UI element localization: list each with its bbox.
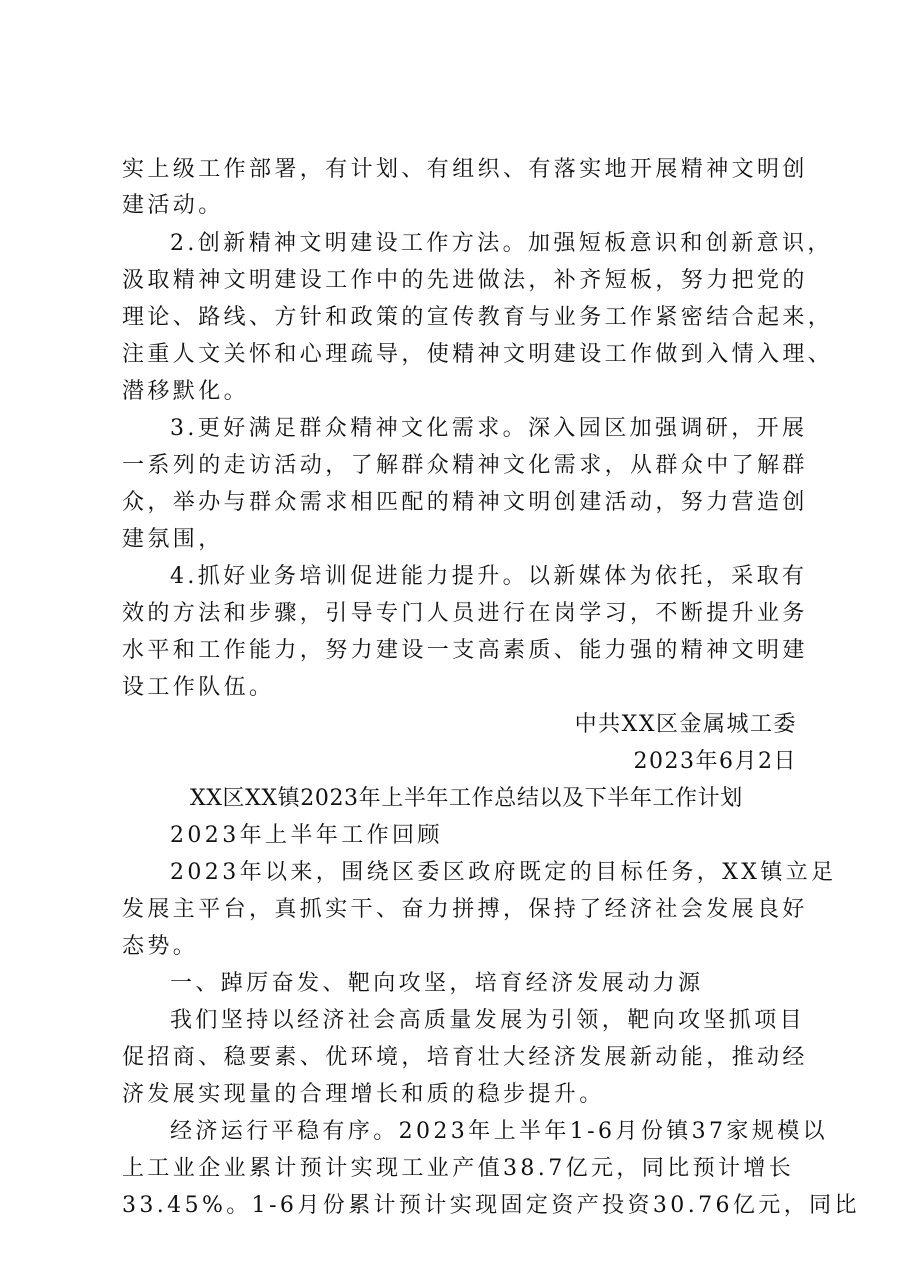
subsection-heading: 一、踔厉奋发、靶向攻坚，培育经济发展动力源 — [170, 971, 704, 996]
body-text-line: 潜移默化。 — [122, 379, 250, 404]
body-text-line: 上工业企业累计预计实现工业产值38.7亿元，同比预计增长 — [122, 1156, 795, 1181]
signature-organization: 中共XX区金属城工委 — [574, 712, 797, 737]
body-text-line: 经济运行平稳有序。2023年上半年1-6月份镇37家规模以 — [170, 1119, 829, 1144]
body-text-line: 2.创新精神文明建设工作方法。加强短板意识和创新意识， — [170, 231, 833, 256]
body-text-line: 33.45%。1-6月份累计预计实现固定资产投资30.76亿元，同比 — [122, 1193, 860, 1218]
body-text-line: 注重人文关怀和心理疏导，使精神文明建设工作做到入情入理、 — [122, 342, 834, 367]
body-text-line: 建氛围， — [122, 527, 224, 552]
body-text-line: 水平和工作能力，努力建设一支高素质、能力强的精神文明建 — [122, 638, 808, 663]
body-text-line: 我们坚持以经济社会高质量发展为引领，靶向攻坚抓项目 — [170, 1008, 806, 1033]
signature-date: 2023年6月2日 — [633, 749, 797, 774]
body-text-line: 一系列的走访活动，了解群众精神文化需求，从群众中了解群 — [122, 453, 808, 478]
body-text-line: 3.更好满足群众精神文化需求。深入园区加强调研，开展 — [170, 416, 808, 441]
body-text-line: 发展主平台，真抓实干、奋力拼搏，保持了经济社会发展良好 — [122, 897, 808, 922]
body-text-line: 理论、路线、方针和政策的宣传教育与业务工作紧密结合起来， — [122, 305, 834, 330]
document-title: XX区XX镇2023年上半年工作总结以及下半年工作计划 — [190, 786, 743, 811]
body-text-line: 设工作队伍。 — [122, 675, 275, 700]
body-text-line: 众，举办与群众需求相匹配的精神文明创建活动，努力营造创 — [122, 490, 808, 515]
body-text-line: 汲取精神文明建设工作中的先进做法，补齐短板，努力把党的 — [122, 268, 808, 293]
body-text-line: 济发展实现量的合理增长和质的稳步提升。 — [122, 1082, 605, 1107]
body-text-line: 态势。 — [122, 934, 199, 959]
body-text-line: 促招商、稳要素、优环境，培育壮大经济发展新动能，推动经 — [122, 1045, 808, 1070]
body-text-line: 效的方法和步骤，引导专门人员进行在岗学习，不断提升业务 — [122, 601, 808, 626]
section-heading: 2023年上半年工作回顾 — [170, 823, 443, 848]
body-text-line: 建活动。 — [122, 193, 224, 218]
body-text-line: 实上级工作部署，有计划、有组织、有落实地开展精神文明创 — [122, 157, 808, 182]
body-text-line: 4.抓好业务培训促进能力提升。以新媒体为依托，采取有 — [170, 564, 808, 589]
body-text-line: 2023年以来，围绕区委区政府既定的目标任务，XX镇立足 — [170, 860, 837, 885]
